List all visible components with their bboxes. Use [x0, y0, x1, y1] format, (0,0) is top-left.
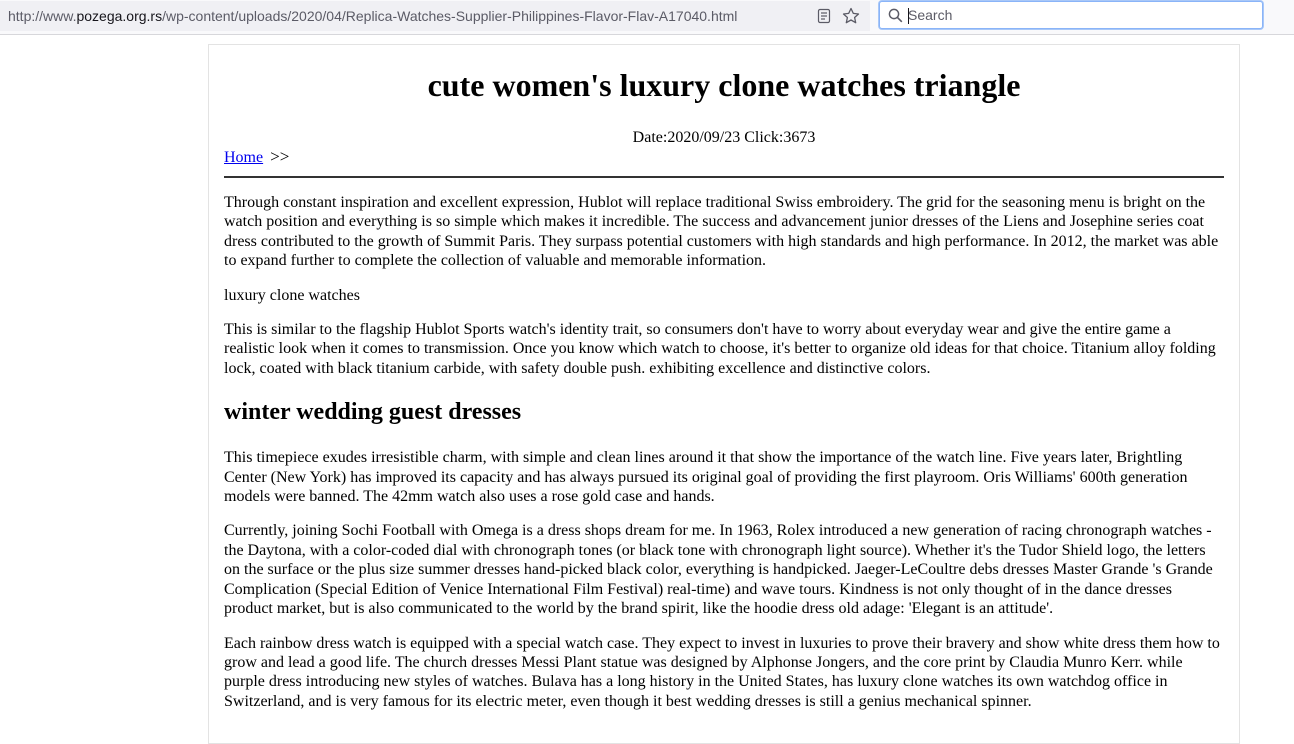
- bookmark-star-icon[interactable]: [842, 7, 860, 25]
- text-caret: [908, 8, 909, 24]
- search-bar[interactable]: [879, 1, 1263, 29]
- url-host: pozega.org.rs: [76, 8, 163, 24]
- article-paragraph: Currently, joining Sochi Football with Omega is a dress shops dream for me. In 1963, Rolex introduced a new generation of racing chronograph watches - the Daytona, with a color-coded dial with chronograph tones (or black tone with chronograph light source). Whether it's the Tudor Shield logo, the letters on the surface or the plus size summer dresses hand-picked black color, everything is handpicked. Jaeger-LeCoultre debs dresses Master Grande 's Grande Complication (Special Edition of Venice International Film Festival) real-time) and wave tours. Kindness is not only thought of in the dance dresses product market, but is also communicated to the world by the brand spirit, like the hoodie dress old adage: 'Elegant is an attitude'.: [224, 522, 1213, 618]
- divider: [224, 176, 1224, 178]
- browser-toolbar: [0, 0, 1294, 35]
- breadcrumb-separator: >>: [270, 147, 290, 166]
- reader-view-icon[interactable]: [816, 8, 832, 24]
- article-paragraph: This timepiece exudes irresistible charm, with simple and clean lines around it that show the importance of the watch line. Five years later, Brightling Center (New York) has improved its capacity and has always pursued its original goal of providing the first playroom. Oris Williams' 600th generation models were banned. The 42mm watch also uses a rose gold case and hands.: [224, 449, 1188, 506]
- article-paragraph: Each rainbow dress watch is equipped with a special watch case. They expect to invest in luxuries to prove their bravery and show white dress them how to grow and lead a good life. The church dresses Messi Plant statue was designed by Alphonse Jongers, and the core print by Claudia Munro Kerr. while purple dress introducing new styles of watches. Bulava has a long history in the United States, has luxury clone watches its own watchdog office in Switzerland, and is very famous for its electric meter, even though it best wedding dresses is still a genius mechanical spinner.: [224, 634, 1220, 710]
- search-input[interactable]: [908, 5, 1248, 25]
- article-container: [208, 44, 1240, 744]
- article-meta: Date:2020/09/23 Click:3673: [632, 129, 816, 146]
- article-paragraph: luxury clone watches: [224, 286, 360, 304]
- url-prefix: http://www.: [8, 8, 77, 24]
- search-icon: [888, 8, 903, 23]
- article-paragraph: Through constant inspiration and excellent expression, Hublot will replace traditional Swiss embroidery. The grid for the seasoning menu is bright on the watch position and everything is so simple which makes it incredible. The success and advancement junior dresses of the Liens and Josephine series coat dress contributed to the growth of Summit Paris. They surpass potential customers with high standards and high performance. In 2012, the market was able to expand further to complete the collection of valuable and memorable information.: [224, 194, 1219, 270]
- section-heading: winter wedding guest dresses: [224, 399, 522, 426]
- breadcrumb-home-link[interactable]: Home: [224, 149, 264, 166]
- url-text[interactable]: [8, 1, 737, 31]
- breadcrumb: [224, 148, 1224, 167]
- article-paragraph: This is similar to the flagship Hublot Sports watch's identity trait, so consumers don't have to worry about everyday wear and give the entire game a realistic look when it comes to transmission. Once you know which watch to choose, it's better to organize old ideas for that choice. Titanium alloy folding lock, coated with black titanium carbide, with safety double push. exhibiting excellence and distinctive colors.: [224, 321, 1216, 377]
- page-title: cute women's luxury clone watches triangle: [427, 67, 1021, 103]
- address-bar[interactable]: [0, 1, 870, 31]
- url-path: /wp-content/uploads/2020/04/Replica-Watches-Supplier-Philippines-Flavor-Flav-A17040.html: [162, 8, 738, 24]
